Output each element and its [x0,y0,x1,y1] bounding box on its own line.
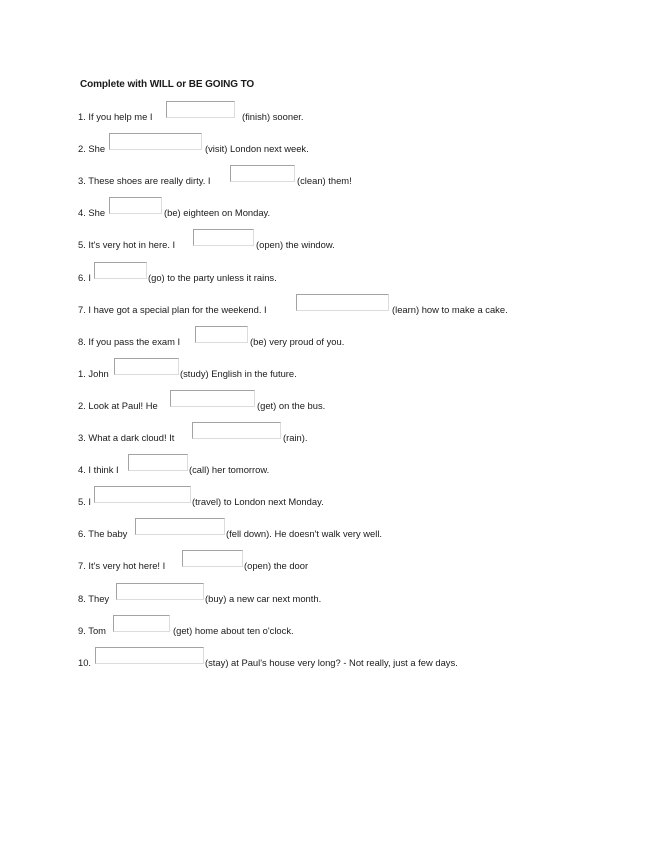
sentence-end: (rain). [283,432,308,443]
answer-input[interactable] [113,615,170,632]
sentence-start: 7. It's very hot here! I [78,560,166,571]
answer-input[interactable] [114,358,179,375]
sentence-start: 2. She [78,143,106,154]
sentence-end: (be) eighteen on Monday. [164,207,271,218]
sentence-start: 6. The baby [78,528,128,539]
sentence-start: 3. These shoes are really dirty. I [78,175,211,186]
answer-input[interactable] [135,518,225,535]
sentence-start: 2. Look at Paul! He [78,400,158,411]
sentence-start: 1. If you help me I [78,111,153,122]
answer-input[interactable] [192,422,281,439]
sentence-start: 7. I have got a special plan for the weekend. I [78,304,267,315]
sentence-end: (fell down). He doesn't walk very well. [226,528,383,539]
answer-input[interactable] [128,454,188,471]
sentence-end: (get) home about ten o'clock. [173,625,294,636]
sentence-start: 4. She [78,207,106,218]
sentence-start: 5. It's very hot in here. I [78,239,176,250]
answer-input[interactable] [193,229,254,246]
sentence-end: (call) her tomorrow. [189,464,270,475]
sentence-start: 5. I [78,496,92,507]
sentence-end: (travel) to London next Monday. [192,496,324,507]
sentence-end: (visit) London next week. [205,143,309,154]
answer-input[interactable] [109,197,162,214]
sentence-start: 3. What a dark cloud! It [78,432,175,443]
answer-input[interactable] [195,326,248,343]
answer-input[interactable] [296,294,389,311]
sentence-start: 6. I [78,272,92,283]
sentence-start: 8. If you pass the exam I [78,336,181,347]
answer-input[interactable] [94,486,191,503]
answer-input[interactable] [170,390,255,407]
sentence-end: (get) on the bus. [257,400,326,411]
sentence-end: (learn) how to make a cake. [392,304,508,315]
answer-input[interactable] [116,583,204,600]
sentence-end: (be) very proud of you. [250,336,345,347]
sentence-end: (stay) at Paul's house very long? - Not really, just a few days. [205,657,458,668]
sentence-end: (buy) a new car next month. [205,593,322,604]
sentence-start: 10. [78,657,92,668]
sentence-start: 8. They [78,593,110,604]
sentence-end: (finish) sooner. [242,111,304,122]
answer-input[interactable] [94,262,147,279]
sentence-start: 4. I think I [78,464,119,475]
sentence-end: (go) to the party unless it rains. [148,272,277,283]
answer-input[interactable] [109,133,202,150]
sentence-start: 1. John [78,368,109,379]
sentence-end: (clean) them! [297,175,352,186]
sentence-start: 9. Tom [78,625,106,636]
answer-input[interactable] [182,550,243,567]
answer-input[interactable] [95,647,204,664]
answer-input[interactable] [166,101,235,118]
answer-input[interactable] [230,165,295,182]
worksheet-title: Complete with WILL or BE GOING TO [80,79,255,90]
sentence-end: (study) English in the future. [180,368,297,379]
sentence-end: (open) the window. [256,239,335,250]
sentence-end: (open) the door [244,560,309,571]
